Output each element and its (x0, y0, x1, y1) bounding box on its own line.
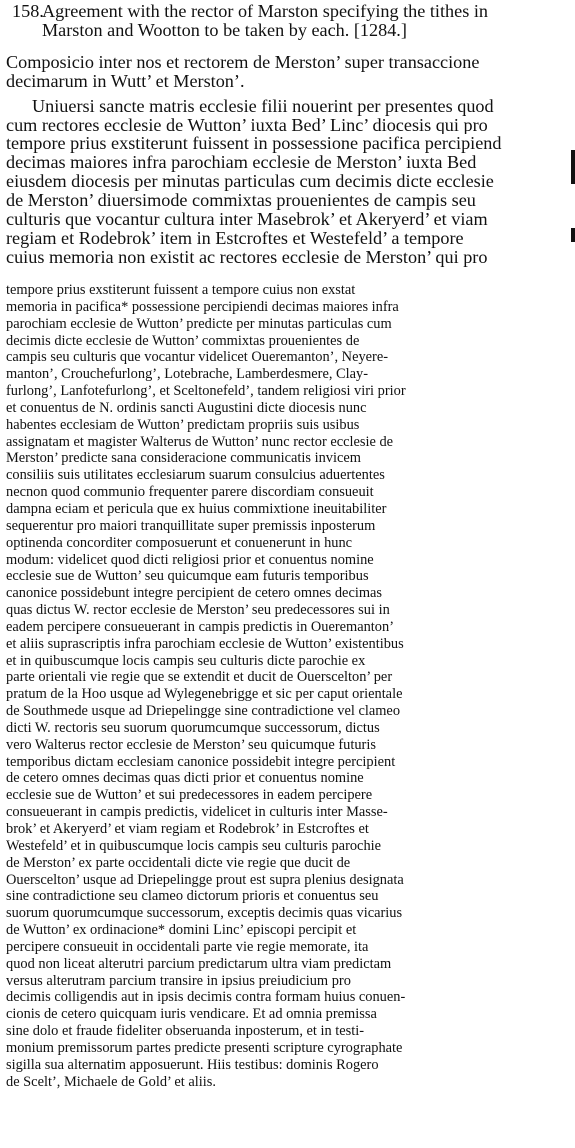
text-line: habentes ecclesiam de Wutton’ predictam propriis suis usibus (6, 416, 360, 433)
text-line: dampna eciam et pericula que ex huius commixtione ineuitabiliter (6, 500, 387, 517)
text-line: brok’ et Akeryerd’ et viam regiam et Rodebrok’ in Estcroftes et (6, 821, 369, 837)
text-line: assignatam et magister Walterus de Wutton’ nunc rector ecclesie de (6, 433, 394, 450)
text-line: quas dictus W. rector ecclesie de Merston’ seu predecessores sui in (6, 602, 390, 619)
text-line: temporibus dictam ecclesiam canonice possidebit integre percipient (6, 753, 396, 770)
text-line: sequerentur pro maiori tranquillitate super premissis inposterum (6, 517, 376, 534)
text-line: decimas maiores infra parochiam ecclesie de Merston’ iuxta Bed (6, 153, 477, 173)
text-line: cuius memoria non existit ac rectores ecclesie de Merston’ qui pro (6, 247, 488, 267)
title-line: Composicio inter nos et rectorem de Merston’ super transaccione (6, 52, 480, 72)
text-line: suorum quorumcumque successorum, exceptis decimis quas vicarius (6, 905, 403, 922)
text-line: et conuentus de N. ordinis sancti Augustini dicte diocesis nunc (6, 399, 367, 416)
text-line: decimis colligendis aut in ipsis decimis contra formam huius conuen- (6, 989, 406, 1006)
text-line: versus alterutram parcium transire in ipsius preiudicium pro (6, 972, 351, 989)
text-line: Westefeld’ et in quibuscumque locis campis seu culturis parochie (6, 837, 382, 854)
heading-text: Agreement with the rector of Marston specifying the tithes in (42, 2, 488, 21)
title-line: decimarum in Wutt’ et Merston’. (6, 71, 245, 91)
text-line: campis seu culturis que vocantur videlicet Oueremanton’, Neyere- (6, 349, 389, 366)
text-line: culturis que vocantur cultura inter Masebrok’ et Akeryerd’ et viam (6, 210, 488, 229)
text-line: necnon quod communio frequenter parere discordiam consueuit (6, 484, 374, 501)
text-line: Merston’ predicte sana consideracione communicatis invicem (6, 450, 361, 467)
text-line: monium premissorum partes predicte presenti scripture cyrographate (6, 1039, 403, 1056)
smaller-print-section (0, 282, 575, 1148)
text-line: regiam et Rodebrok’ item in Estcroftes et Westefeld’ a tempore (6, 228, 464, 248)
text-line: modum: videlicet quod dicti religiosi prior et conuentus nomine (6, 551, 374, 568)
text-line: de Wutton’ ex ordinacione* domini Linc’ episcopi percipit et (6, 922, 357, 939)
text-line: de Merston’ ex parte occidentali dicte vie regie que ducit de (6, 854, 351, 871)
text-line: dicti W. rectoris seu suorum quorumcumque successorum, dictus (6, 719, 380, 736)
text-line: cionis de cetero quicquam iuris vendicare. Et ad omnia premissa (6, 1006, 377, 1023)
text-line: et in quibuscumque locis campis seu culturis dicte parochie ex (6, 652, 366, 669)
text-line: de cetero omnes decimas quas dicti prior et conuentus nomine (6, 770, 364, 787)
text-line: optinenda concorditer composuerunt et conuenerunt in hunc (6, 534, 353, 551)
text-line: parochiam ecclesie de Wutton’ predicte per minutas particulas cum (6, 315, 392, 332)
heading-line: Marston and Wootton to be taken by each. [1284.] (42, 20, 407, 40)
entry-heading (0, 2, 575, 40)
text-line: decimis dicte ecclesie de Wutton’ commixtas prouenientes de (6, 332, 360, 349)
heading-line (0, 2, 575, 21)
text-line: sigilla sua alternatim apposuerunt. Hiis testibus: dominis Rogero (6, 1056, 379, 1073)
text-line: memoria in pacifica* possessione percipiendi decimas maiores infra (6, 298, 399, 315)
text-line: vero Walterus rector ecclesie de Merston’ seu quicumque futuris (6, 736, 376, 753)
text-line: tempore prius exstiterunt fuissent a tempore cuius non exstat (6, 282, 356, 298)
first-text-block (0, 97, 575, 267)
text-line: percipere consueuit in occidentali parte vie regie memorate, ita (6, 938, 369, 955)
text-line: eadem percipere consueuerant in campis predictis in Oueremanton’ (6, 618, 394, 635)
text-line: de Merston’ diuersimode commixtas prouenientes de campis seu (6, 191, 476, 211)
text-line: parte orientali vie regie que se extendit et ducit de Ouerscelton’ per (6, 669, 393, 686)
text-line: de Southmede usque ad Driepelingge sine contradictione vel clameo (6, 703, 401, 720)
text-line: tempore prius exstiterunt fuissent in possessione pacifica percipiend (6, 134, 502, 154)
text-line: furlong’, Lanfotefurlong’, et Sceltonefeld’, tandem religiosi viri prior (6, 383, 406, 400)
text-line: Ouerscelton’ usque ad Driepelingge prout est supra plenius designata (6, 871, 404, 888)
text-line: canonice possidebunt integre percipient de cetero omnes decimas (6, 585, 383, 602)
text-line: ecclesie sue de Wutton’ seu quicumque eam futuris temporibus (6, 568, 369, 585)
entry-number: 158. (12, 2, 44, 21)
page-edge-mark (571, 228, 575, 242)
text-line: de Scelt’, Michaele de Gold’ et aliis. (6, 1073, 216, 1090)
text-line: pratum de la Hoo usque ad Wylegenebrigge et sic per caput orientale (6, 686, 403, 703)
larger-print-section (0, 0, 575, 282)
page-edge-mark (571, 150, 575, 184)
text-line: sine dolo et fraude fideliter obseruanda inposterum, et in testi- (6, 1023, 365, 1040)
text-line: quod non liceat alterutri parcium predictarum ultra viam predictam (6, 955, 392, 972)
text-line: Uniuersi sancte matris ecclesie filii nouerint per presentes quod (32, 96, 494, 116)
latin-title (0, 53, 575, 91)
text-line: consiliis suis utilitates ecclesiarum suarum consulcius aduertentes (6, 467, 385, 484)
text-line: et aliis suprascriptis infra parochiam ecclesie de Wutton’ existentibus (6, 635, 404, 652)
text-line: consueuerant in campis predictis, videlicet in culturis inter Masse- (6, 804, 388, 821)
text-line: ecclesie sue de Wutton’ et sui predecessores in eadem percipere (6, 787, 373, 804)
text-line: eiusdem diocesis per minutas particulas cum decimis dicte ecclesie (6, 172, 494, 192)
text-line: cum rectores ecclesie de Wutton’ iuxta Bed’ Linc’ diocesis qui pro (6, 115, 488, 135)
text-line: sine contradictione seu clameo dictorum prioris et conuentus seu (6, 888, 379, 905)
text-line: manton’, Crouchefurlong’, Lotebrache, Lamberdesmere, Clay- (6, 366, 369, 383)
